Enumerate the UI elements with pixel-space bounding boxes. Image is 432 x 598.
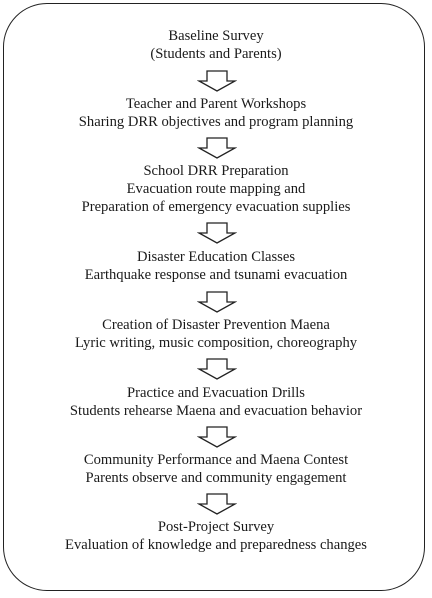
step-title: School DRR Preparation [143,163,289,179]
step-detail: Evacuation route mapping and [126,181,306,197]
step-title: Community Performance and Maena Contest [83,452,349,468]
step-maena-creation [0,316,432,352]
down-arrow-icon [197,493,237,515]
down-arrow-icon [197,358,237,380]
down-arrow-icon [197,222,237,244]
step-detail: Earthquake response and tsunami evacuation [84,267,348,283]
down-arrow-icon [197,291,237,313]
step-school-drr-preparation [0,162,432,216]
step-title: Practice and Evacuation Drills [127,385,305,401]
step-baseline-survey [0,27,432,63]
step-detail: Students rehearse Maena and evacuation behavior [69,403,363,419]
step-practice-drills [0,384,432,420]
step-community-performance [0,451,432,487]
step-post-project-survey [0,518,432,554]
step-detail: Parents observe and community engagement [85,470,347,486]
step-detail: Sharing DRR objectives and program planning [78,114,354,130]
step-title: Disaster Education Classes [136,249,296,265]
step-title: Baseline Survey [168,28,264,44]
step-detail: (Students and Parents) [150,46,282,62]
step-detail: Lyric writing, music composition, choreography [74,335,358,351]
step-detail: Evaluation of knowledge and preparedness changes [65,537,367,553]
down-arrow-icon [197,137,237,159]
down-arrow-icon [197,426,237,448]
step-workshops [0,95,432,131]
step-detail: Preparation of emergency evacuation supplies [81,199,351,215]
step-title: Teacher and Parent Workshops [125,96,307,112]
step-title: Post-Project Survey [157,519,275,535]
down-arrow-icon [197,70,237,92]
step-disaster-education-classes [0,248,432,284]
step-title: Creation of Disaster Prevention Maena [102,317,330,333]
